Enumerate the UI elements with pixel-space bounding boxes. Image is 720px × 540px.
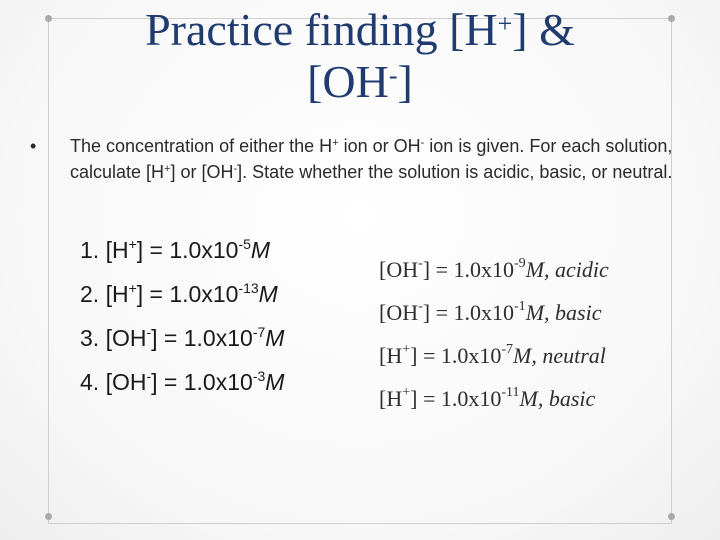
- a-pre: [H: [379, 343, 403, 368]
- q-exponent: -13: [238, 280, 259, 296]
- instr-part: ion or OH: [338, 136, 421, 156]
- a-ion-sup: +: [402, 385, 411, 400]
- instr-part: ]. State whether the solution is acidic, basic, or neutral.: [237, 162, 673, 182]
- title-text-end: ] &: [512, 4, 575, 55]
- title-sup-minus: -: [388, 61, 398, 90]
- a-ion-sup: -: [418, 256, 423, 271]
- a-exponent: -11: [501, 385, 520, 400]
- q-unit: M: [250, 237, 271, 263]
- slide-title: [40, 4, 680, 108]
- question-item: [80, 316, 360, 360]
- a-ion-sup: +: [402, 342, 411, 357]
- question-item: [80, 272, 360, 316]
- question-list: [80, 228, 360, 404]
- answer-item: [379, 291, 699, 334]
- a-tail: M, acidic: [525, 257, 609, 282]
- instr-sup: +: [164, 163, 171, 175]
- a-mid: ] = 1.0x10: [410, 386, 502, 411]
- question-item: [80, 360, 360, 404]
- instr-part: The concentration of either the H: [70, 136, 333, 156]
- q-pre: 4. [OH: [80, 369, 147, 395]
- a-tail: M, neutral: [513, 343, 606, 368]
- a-mid: ] = 1.0x10: [410, 343, 502, 368]
- q-exponent: -5: [238, 236, 251, 252]
- q-unit: M: [265, 325, 285, 351]
- title-sup-plus: +: [497, 9, 513, 38]
- instr-part: ion is given. For each solution, calculate [H: [70, 136, 673, 182]
- a-mid: ] = 1.0x10: [422, 300, 515, 325]
- q-ion-sup: +: [128, 236, 137, 252]
- frame-bottom-line: [48, 523, 672, 524]
- a-ion-sup: -: [418, 299, 423, 314]
- corner-dot-bottom-right: [668, 513, 675, 520]
- q-mid: ] = 1.0x10: [136, 237, 239, 263]
- instr-sup: +: [332, 137, 339, 149]
- q-unit: M: [258, 281, 278, 307]
- title-line-1: [40, 4, 680, 56]
- title-line-2: [40, 56, 680, 108]
- answer-list: [379, 248, 699, 420]
- answer-item: [379, 334, 699, 377]
- a-pre: [OH: [379, 300, 419, 325]
- title-text: Practice finding [H: [145, 4, 498, 55]
- a-exponent: -1: [514, 299, 526, 314]
- q-mid: ] = 1.0x10: [151, 325, 253, 351]
- q-unit: M: [265, 369, 285, 395]
- instr-part: ] or [OH: [170, 162, 234, 182]
- q-exponent: -3: [252, 368, 266, 384]
- a-pre: [OH: [379, 257, 419, 282]
- a-exponent: -7: [501, 342, 514, 357]
- instruction-text: [70, 133, 690, 185]
- q-pre: 2. [H: [80, 281, 129, 307]
- instr-sup: -: [420, 137, 425, 149]
- q-pre: 1. [H: [80, 237, 129, 263]
- q-pre: 3. [OH: [80, 325, 147, 351]
- instr-sup: -: [233, 163, 238, 175]
- title-text-2-end: ]: [397, 56, 413, 107]
- q-mid: ] = 1.0x10: [136, 281, 239, 307]
- a-pre: [H: [379, 386, 403, 411]
- bullet-icon: •: [30, 136, 37, 156]
- q-mid: ] = 1.0x10: [151, 369, 253, 395]
- a-tail: M, basic: [525, 300, 602, 325]
- q-ion-sup: +: [128, 280, 137, 296]
- answer-item: [379, 377, 699, 420]
- a-exponent: -9: [514, 256, 526, 271]
- title-text-2: [OH: [307, 56, 389, 107]
- q-ion-sup: -: [146, 368, 152, 384]
- corner-dot-bottom-left: [45, 513, 52, 520]
- question-item: [80, 228, 360, 272]
- a-mid: ] = 1.0x10: [422, 257, 515, 282]
- answer-item: [379, 248, 699, 291]
- a-tail: M, basic: [519, 386, 596, 411]
- q-exponent: -7: [252, 324, 266, 340]
- q-ion-sup: -: [146, 324, 152, 340]
